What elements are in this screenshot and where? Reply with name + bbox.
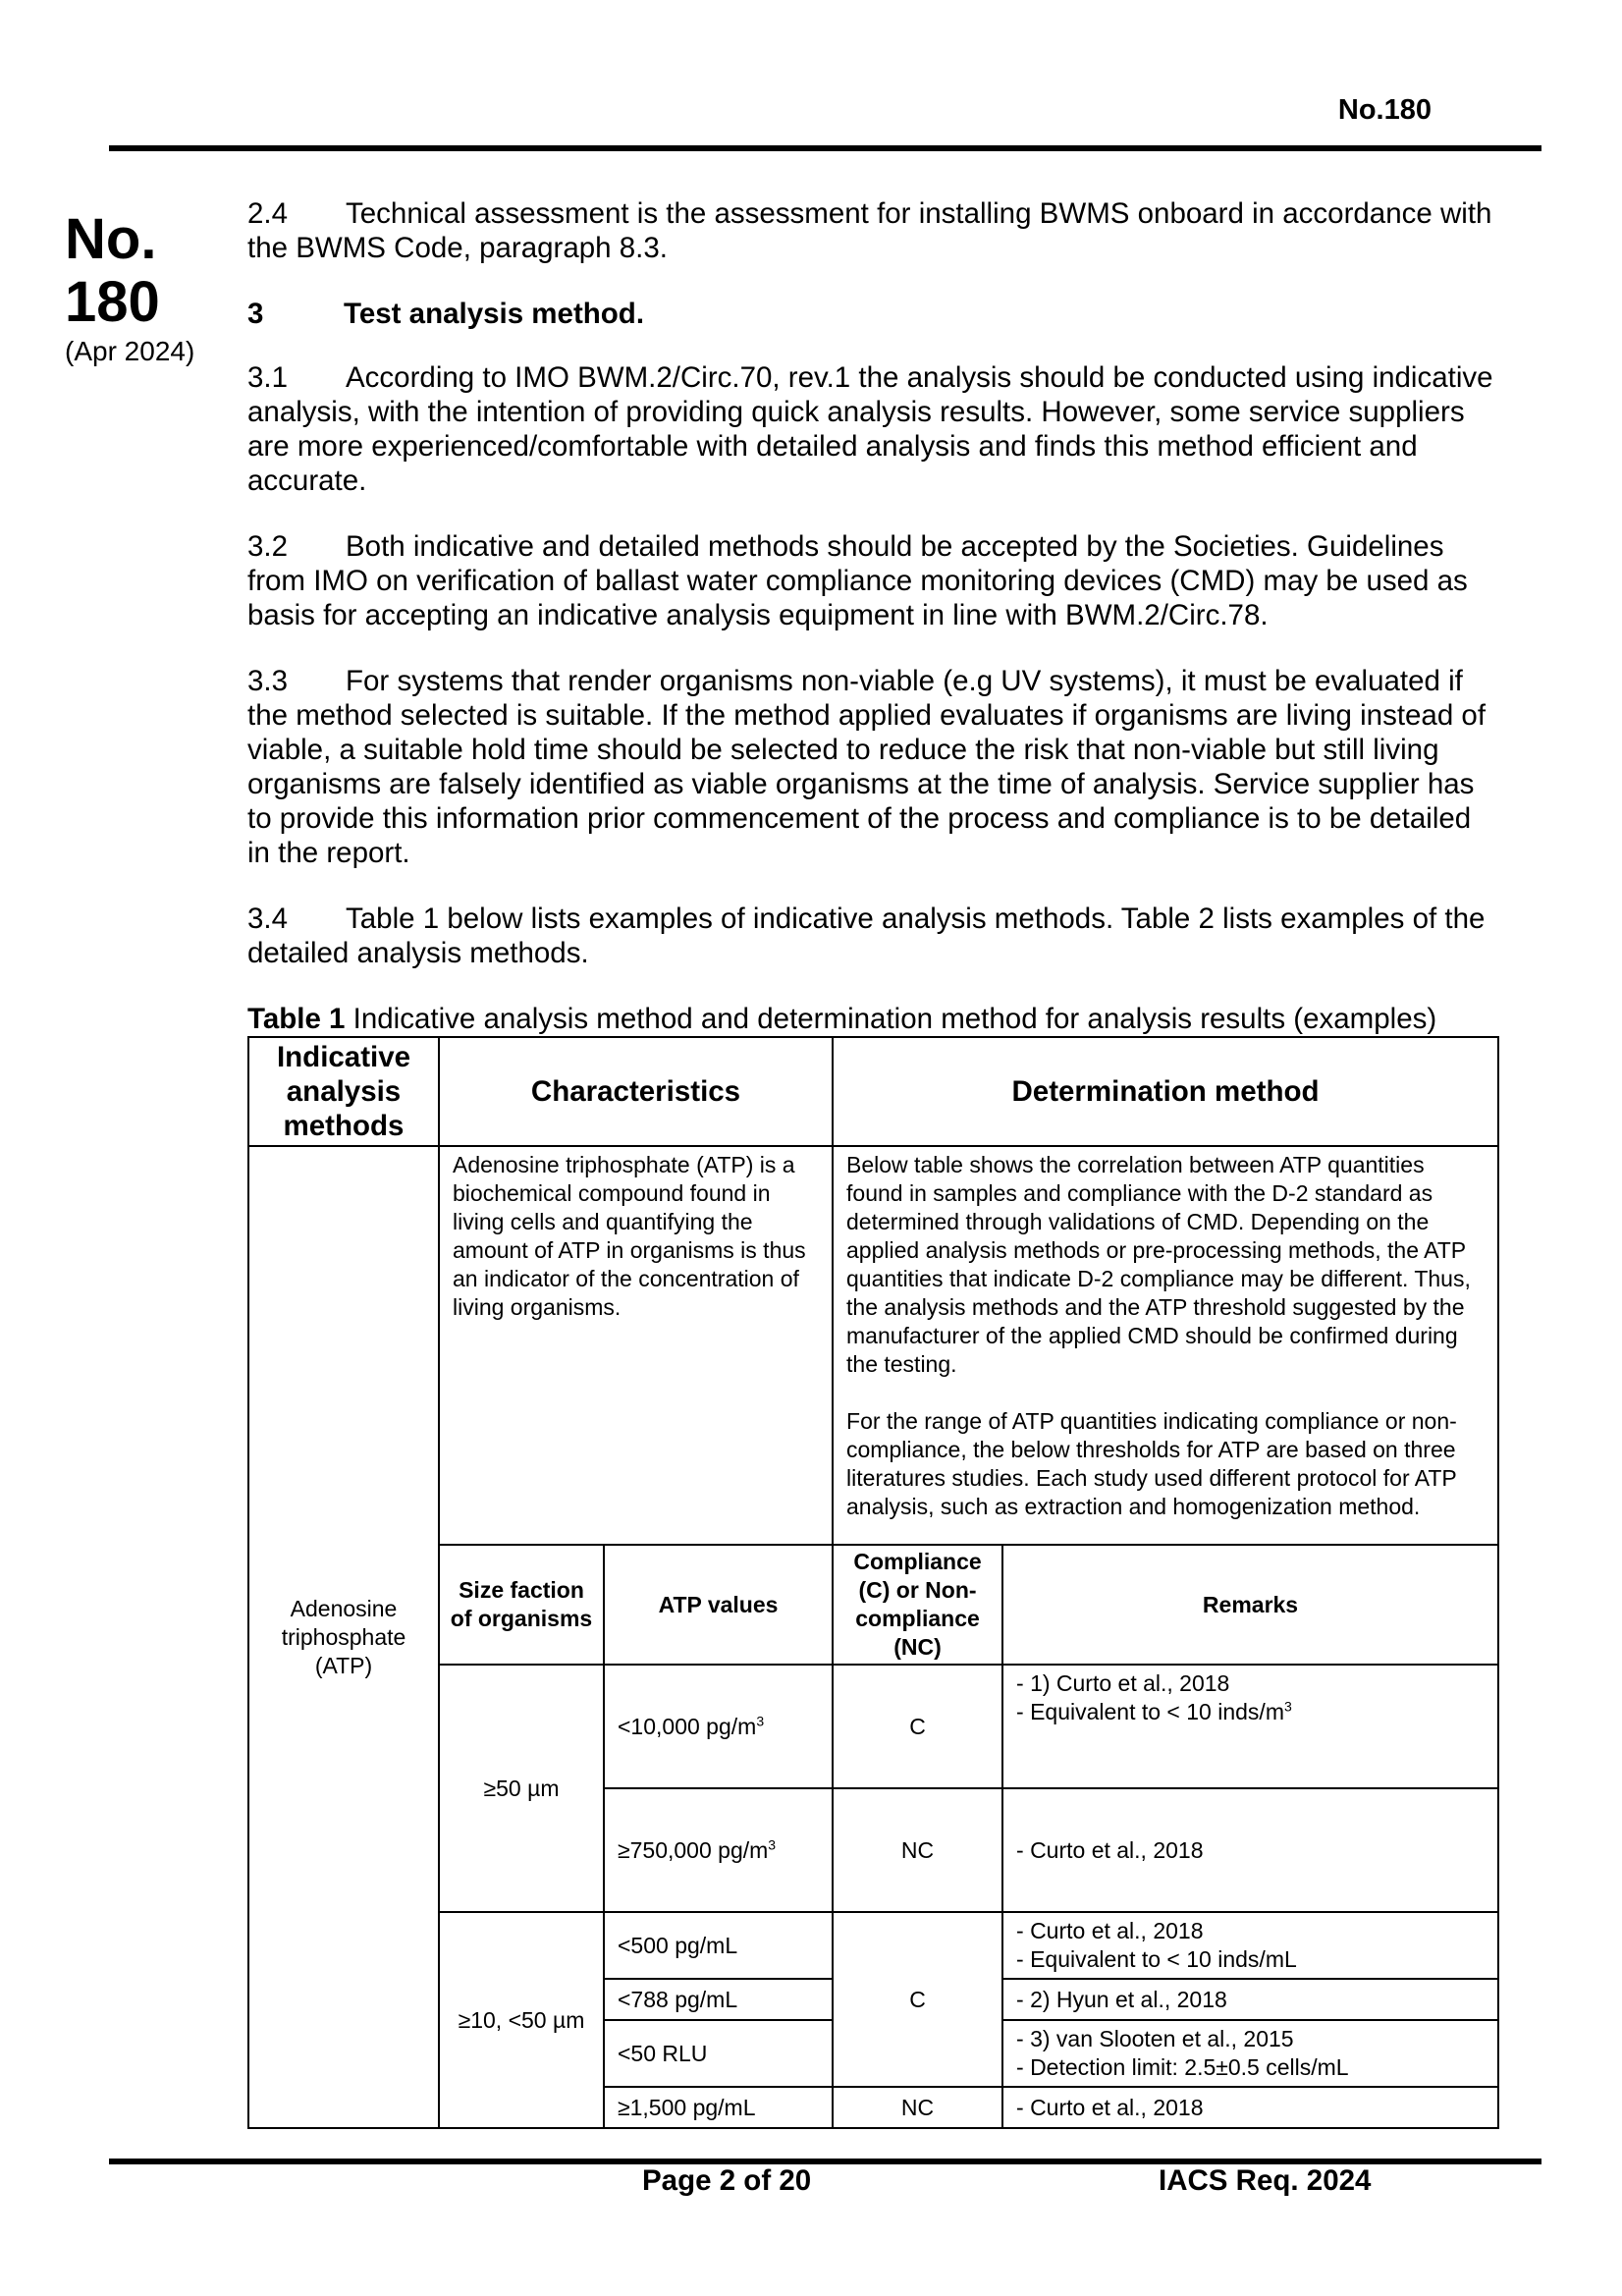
atp-value-cell: <10,000 $pg/m^3$ [604,1665,833,1788]
remarks-cell: - Curto et al., 2018 [1002,1788,1498,1912]
remarks-cell: - 1) Curto et al., 2018 - Equivalent to < 10 inds/$m^3$ [1002,1665,1498,1788]
paragraph-2-4: 2.4 Technical assessment is the assessment for installing BWMS onboard in accordance with the BWMS Code, paragraph 8.3. [247,197,1492,264]
compliance-cell: C [833,1665,1002,1788]
subheader-atp-values: ATP values [604,1545,833,1665]
atp-value-cell: ≥750,000 $pg/m^3$ [604,1788,833,1912]
atp-value-cell: <500 pg/mL [604,1912,833,1979]
side-reference [65,208,194,367]
determination-cell [833,1146,1498,1545]
header-indicative-methods: Indicative analysis methods [248,1037,439,1146]
size-10-50-cell: ≥10, <50 µm [439,1912,604,2128]
method-name-cell: Adenosine triphosphate (ATP) [248,1146,439,2128]
size-50-cell: ≥50 µm [439,1665,604,1912]
document-number-header: No.180 [1337,94,1432,126]
subheader-remarks: Remarks [1002,1545,1498,1665]
paragraph-3-1: 3.1 According to IMO BWM.2/Circ.70, rev.1 the analysis should be conducted using indicative analysis, with the intention of providing quick analysis results. However, some service suppliers are more experienced/comfortable with detailed analysis and finds this method efficient and accurate. [247,361,1493,497]
paragraph-3-2: 3.2 Both indicative and detailed methods should be accepted by the Societies. Guidelines from IMO on verification of ballast water compliance monitoring devices (CMD) may be used as basis for accepting an indicative analysis equipment in line with BWM.2/Circ.78. [247,530,1468,631]
compliance-cell: C [833,1912,1002,2087]
header-rule [109,145,1541,151]
table-1-caption: Table 1 Indicative analysis method and determination method for analysis results (examples) [247,1003,1437,1035]
table-1 [247,1036,1499,2129]
subheader-size-faction: Size faction of organisms [439,1545,604,1665]
compliance-cell: NC [833,1788,1002,1912]
atp-value-cell: <788 pg/mL [604,1979,833,2020]
paragraph-3-3: 3.3 For systems that render organisms non-viable (e.g UV systems), it must be evaluated if the method selected is suitable. If the method applied evaluates if organisms are living instead of viable, a suitable hold time should be selected to reduce the risk that non-viable but still living organisms are falsely identified as viable organisms at the time of analysis. Service supplier has to provide this information prior commencement of the process and compliance is to be detailed in the report. [247,665,1487,869]
characteristics-cell: Adenosine triphosphate (ATP) is a biochemical compound found in living cells and quantifying the amount of ATP in organisms is thus an indicator of the concentration of living organisms. [439,1146,833,1545]
side-date: (Apr 2024) [65,336,195,366]
header-determination-method: Determination method [833,1037,1498,1146]
compliance-cell: NC [833,2087,1002,2128]
page-number: Page 2 of 20 [642,2164,812,2197]
requirement-label: IACS Req. 2024 [1159,2164,1372,2197]
remarks-cell: - Curto et al., 2018 [1002,2087,1498,2128]
remarks-cell: - 2) Hyun et al., 2018 [1002,1979,1498,2020]
paragraph-3-4: 3.4 Table 1 below lists examples of indicative analysis methods. Table 2 lists examples of the detailed analysis methods. [247,902,1486,969]
side-no-label: No. [65,207,157,271]
determination-text-1: Below table shows the correlation between ATP quantities found in samples and compliance with the D-2 standard as determined through validations of CMD. Depending on the applied analysis methods or pre-processing methods, the ATP quantities that indicate D-2 compliance may be different. Thus, the analysis methods and the ATP threshold suggested by the manufacturer of the applied CMD should be confirmed during the testing. [846,1152,1471,1377]
main-content [247,196,1496,2129]
atp-value-cell: ≥1,500 pg/mL [604,2087,833,2128]
subheader-compliance: Compliance (C) or Non-compliance (NC) [833,1545,1002,1665]
atp-value-cell: <50 RLU [604,2020,833,2087]
determination-text-2: For the range of ATP quantities indicating compliance or non-compliance, the below thresholds for ATP are based on three literatures studies. Each study used different protocol for ATP analysis, such as extraction and homogenization method. [846,1408,1457,1519]
section-3-heading: 3 Test analysis method. [247,298,645,330]
header-characteristics: Characteristics [439,1037,833,1146]
remarks-cell: - 3) van Slooten et al., 2015 - Detection limit: 2.5±0.5 cells/mL [1002,2020,1498,2087]
remarks-cell: - Curto et al., 2018 - Equivalent to < 10 inds/mL [1002,1912,1498,1979]
side-number: 180 [65,270,160,334]
